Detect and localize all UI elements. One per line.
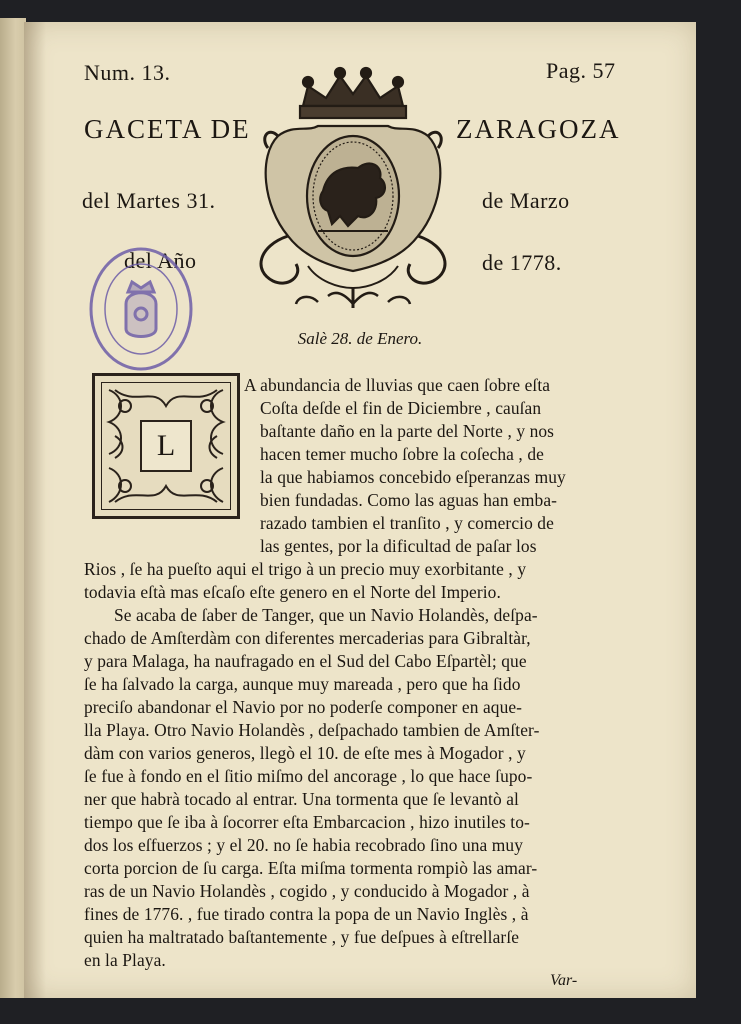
body-line: quien ha maltratado baſtantemente , y fue deſpues à eſtrellarſe (84, 927, 520, 947)
drop-cap-letter: L (140, 420, 192, 472)
royal-crest-icon (248, 66, 458, 316)
body-line: baſtante daño en la parte del Norte , y nos (260, 421, 555, 441)
body-line: A abundancia de lluvias que caen ſobre eſta (244, 375, 551, 395)
body-line: Rios , ſe ha pueſto aqui el trigo à un precio muy exorbitante , y (84, 559, 527, 579)
body-line: dàm con varios generos, llegò el 10. de eſte mes à Mogador , y (84, 743, 526, 763)
date-month: de Marzo (482, 188, 570, 213)
body-line: preciſo abandonar el Navio por no poderſe componer en aque- (84, 697, 523, 717)
body-line: corta porcion de ſu carga. Eſta miſma tormenta rompiò las amar- (84, 858, 538, 878)
adjacent-page-edge (0, 18, 26, 998)
body-line: ras de un Navio Holandès , cogido , y conducido à Mogador , à (84, 881, 530, 901)
newspaper-page (24, 22, 696, 998)
body-line: la que habiamos concebido eſperanzas muy (260, 467, 566, 487)
body-line: dos los eſfuerzos ; y el 20. no ſe habia recobrado ſino una muy (84, 835, 524, 855)
issue-number: Num. 13. (84, 60, 171, 85)
dateline: Salè 28. de Enero. (297, 329, 423, 348)
catchword: Var- (550, 972, 578, 989)
year-label: del Año (124, 248, 197, 273)
body-line: las gentes, por la dificultad de paſar los (260, 536, 537, 556)
date-weekday: del Martes 31. (82, 188, 216, 213)
page-number: Pag. 57 (546, 58, 616, 83)
body-line: ſe fue à fondo en el ſitio miſmo del ancorage , lo que hace ſupo- (84, 766, 533, 786)
body-line: en la Playa. (84, 950, 166, 970)
title-left: GACETA DE (84, 114, 251, 144)
body-line: Coſta deſde el fin de Diciembre , cauſan (260, 398, 542, 418)
body-line: ner que habrà tocado al entrar. Una tormenta que ſe levantò al (84, 789, 519, 809)
body-line: ſe ha ſalvado la carga, aunque muy mareada , pero que ha ſido (84, 674, 521, 694)
body-line: y para Malaga, ha naufragado en el Sud del Cabo Eſpartèl; que (84, 651, 527, 671)
body-line: lla Playa. Otro Navio Holandès , deſpachado tambien de Amſter- (84, 720, 540, 740)
body-line: razado tambien el tranſito , y comercio de (260, 513, 554, 533)
ornamental-drop-cap (92, 373, 240, 519)
page-spine-shadow (24, 22, 46, 998)
year-value: de 1778. (482, 250, 562, 275)
body-line: tiempo que ſe iba à ſocorrer eſta Embarcacion , hizo inutiles to- (84, 812, 530, 832)
body-line: bien fundadas. Como las aguas han emba- (260, 490, 558, 510)
body-line: todavia eſtà mas eſcaſo eſte genero en el Norte del Imperio. (84, 582, 501, 602)
body-line: Se acaba de ſaber de Tanger, que un Navio Holandès, deſpa- (114, 605, 538, 625)
body-line: fines de 1776. , fue tirado contra la popa de un Navio Inglès , à (84, 904, 529, 924)
body-line: hacen temer mucho ſobre la coſecha , de (260, 444, 544, 464)
library-stamp-icon (86, 244, 196, 374)
title-right: ZARAGOZA (456, 114, 621, 144)
body-line: chado de Amſterdàm con diferentes mercaderias para Gibraltàr, (84, 628, 531, 648)
